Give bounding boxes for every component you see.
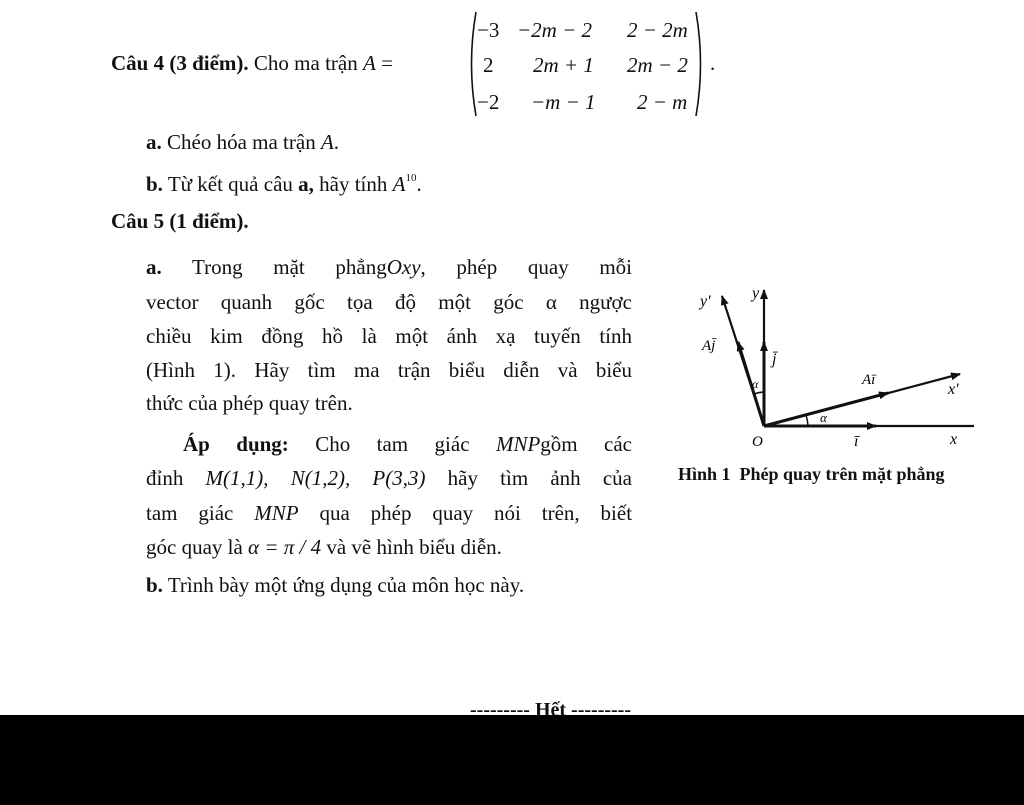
aj-vector <box>738 342 764 426</box>
matrix-end-period: . <box>710 51 716 75</box>
q4-b-text2: hãy tính <box>319 172 388 196</box>
matrix-A <box>465 10 710 118</box>
label-aj: Aj̄ <box>702 338 716 354</box>
matrix-cell-r3c2: −m − 1 <box>531 90 596 114</box>
q5-a-line1-post: , phép quay mỗi <box>420 255 632 279</box>
label-y-prime: y' <box>700 293 711 310</box>
q5-b-text: Trình bày một ứng dụng của môn học này. <box>167 573 525 597</box>
footer-dashes-left: --------- <box>470 699 530 715</box>
q4-label: Câu 4 (3 điểm). <box>111 51 249 75</box>
label-ai: Aī <box>862 372 876 388</box>
label-alpha-lower: α <box>820 410 827 425</box>
apply-line2-post: hãy tìm ảnh của <box>447 466 632 490</box>
q5-a-label: a. <box>146 255 162 279</box>
apply-line1-pre: Cho tam giác <box>315 432 470 456</box>
matrix-cell-r3c1: −2 <box>477 90 500 114</box>
apply-line2-points: M(1,1), N(1,2), P(3,3) <box>205 466 426 490</box>
q5-part-b <box>146 573 524 597</box>
apply-line2-pre: đỉnh <box>146 466 184 490</box>
q5-b-label: b. <box>146 573 163 597</box>
apply-line1-var: MNP <box>495 432 541 456</box>
apply-line3 <box>146 501 632 525</box>
q5-a-line1-pre: Trong mặt phẳng <box>192 255 387 279</box>
apply-line4-pre: góc quay là <box>146 535 243 559</box>
apply-line3-post: qua phép quay nói trên, biết <box>319 501 633 525</box>
label-x-prime: x' <box>948 381 959 398</box>
label-origin: O <box>752 434 763 450</box>
label-i: ī <box>854 433 859 450</box>
q4-b-exp: 10 <box>405 172 417 184</box>
q4-a-label: a. <box>146 130 162 154</box>
label-j: j̄ <box>772 351 777 368</box>
q5-a-line4: (Hình 1). Hãy tìm ma trận biểu diễn và biểu <box>146 358 632 382</box>
q4-a-text: Chéo hóa ma trận <box>167 130 316 154</box>
apply-line3-var: MNP <box>254 501 299 525</box>
apply-label: Áp dụng: <box>183 432 289 456</box>
apply-line1-post: gồm các <box>540 432 632 456</box>
label-alpha-upper: α <box>752 377 759 391</box>
matrix-cell-r1c2: −2m − 2 <box>517 18 593 42</box>
matrix-cell-r2c3: 2m − 2 <box>627 53 688 77</box>
q4-intro: Cho ma trận <box>253 51 358 75</box>
apply-line4-math: α = π / 4 <box>248 535 322 559</box>
footer-end-text: Hết <box>534 699 567 715</box>
matrix-cell-r2c2: 2m + 1 <box>533 53 594 77</box>
bottom-black-bar <box>0 715 1024 805</box>
q4-b-label: b. <box>146 172 163 196</box>
q4-equals: = <box>381 51 393 75</box>
apply-line4 <box>146 535 502 559</box>
q4-a-end: . <box>333 130 340 154</box>
figure-caption: Hình 1 Phép quay trên mặt phẳng <box>678 464 945 484</box>
q5-a-line1-var: Oxy <box>386 255 421 279</box>
footer-line <box>0 695 1024 715</box>
q4-part-b <box>146 166 422 196</box>
right-paren-icon <box>693 10 707 118</box>
q4-matrix-name: A <box>362 51 376 75</box>
matrix-cell-r1c1: −3 <box>477 18 500 42</box>
label-y-axis: y <box>752 285 760 302</box>
q4-part-a <box>146 130 339 154</box>
label-x-axis: x <box>950 431 958 448</box>
q4-b-var: A <box>392 172 406 196</box>
q5-a-line3: chiều kim đồng hồ là một ánh xạ tuyến tính <box>146 324 632 348</box>
apply-line2 <box>146 466 632 490</box>
q4-heading-line <box>111 51 393 75</box>
footer-dashes-right: --------- <box>571 699 631 715</box>
q4-b-text: Từ kết quả câu <box>167 172 293 196</box>
apply-line4-post: và vẽ hình biểu diễn. <box>326 535 502 559</box>
q4-a-var: A <box>320 130 334 154</box>
apply-line3-pre: tam giác <box>146 501 234 525</box>
q5-a-line5: thức của phép quay trên. <box>146 391 353 415</box>
apply-line1 <box>183 432 632 456</box>
matrix-cell-r3c3: 2 − m <box>637 90 688 114</box>
q5-a-line2: vector quanh gốc tọa độ một góc α ngược <box>146 290 632 314</box>
q4-b-bold: a, <box>298 172 314 196</box>
rotation-figure <box>690 272 980 462</box>
q5-a-line1 <box>146 255 632 279</box>
q4-b-end: . <box>416 172 422 196</box>
matrix-cell-r1c3: 2 − 2m <box>627 18 688 42</box>
angle-arc-lower <box>806 415 808 426</box>
q5-label: Câu 5 (1 điểm). <box>111 209 249 233</box>
matrix-cell-r2c1: 2 <box>483 53 494 77</box>
